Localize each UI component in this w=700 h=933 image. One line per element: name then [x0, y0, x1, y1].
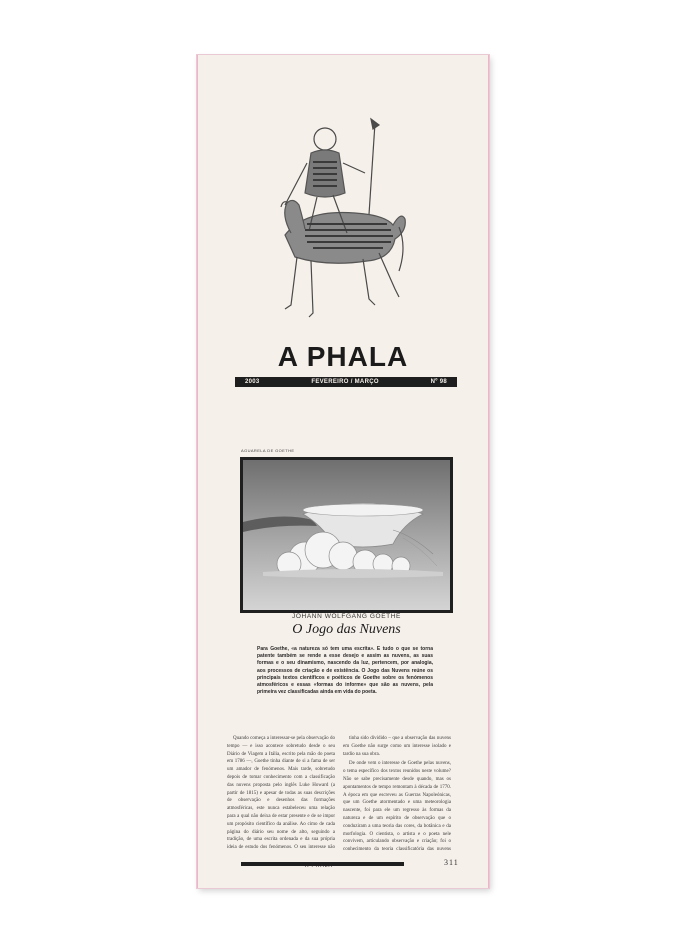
- masthead-title: A PHALA: [277, 341, 409, 372]
- article-title: O Jogo das Nuvens: [292, 622, 401, 637]
- body-paragraph: tinha sido dividido – que a observação das nuvens em Goethe não surge como um interesse isolado e tardio na sua obra.: [343, 736, 451, 757]
- image-caption: AGUARELA DE GOETHE: [241, 448, 295, 453]
- cloud-watercolor-icon: [243, 460, 450, 610]
- newsletter-page: [197, 55, 489, 888]
- author-name: JOHANN WOLFGANG GOETHE: [292, 613, 401, 620]
- masthead-period: FEVEREIRO / MARÇO: [311, 379, 379, 385]
- body-column-left: [227, 735, 335, 853]
- masthead-issue: Nº 98: [430, 379, 447, 385]
- page-number: 311: [444, 858, 459, 867]
- masthead-bar: [235, 377, 457, 387]
- footer-label: A PHALA: [305, 863, 333, 869]
- masthead-year: 2003: [245, 379, 260, 385]
- horseman-logo-icon: [267, 115, 407, 345]
- cloud-watercolor: [240, 457, 453, 613]
- body-paragraph: De onde vem o interesse de Goethe pelas nuvens, o tema específico dos textos reunidos neste volume? Não se sabe precisamente desde quando, mas os apontamentos de tempo remontam à década de 1770. A época em que escreveu as Guerras Napoleónicas, que um Goethe atormentado e uma meteorologia nascente, foi para ele um regresso às formas da natureza e de um espírito de observação que o conduziram a uma teoria das cores, da botânica e da morfologia. O cientista, o artista e o poeta nele convivem, articulando observação e criação; foi o conhecimento da teoria classificatória das nuvens: [343, 761, 451, 853]
- intro-paragraph: Para Goethe, «a natureza só tem uma escrita». E tudo o que se torna patente também se rende a esse desejo e assim as nuvens, as suas formas e o seu dinamismo, nascendo da luz, pertencem, por analogia, aos processos de criação e de existência. O Jogo das Nuvens reúne os principais textos científicos e poéticos de Goethe sobre os fenómenos atmosféricos e essas «formas do informe» que são as nuvens, pela primeira vez classificadas ainda em vida do poeta.: [257, 646, 433, 696]
- body-paragraph: Quando começa a interessar-se pela observação do tempo — e isso acontece sobretudo desde o seu Diário de Viagem a Itália, escrito pela mão do poeta em 1786 —, Goethe tinha diante de si a fama de ser um amador de fenómenos. Mais tarde, sobretudo depois de tomar conhecimento com a classificação das nuvens proposta pelo inglês Luke Howard (a partir de 1815) e apesar de todas as suas descrições de observação e desenhos das formações atmosféricas, este nunca estabeleceu uma relação para a qual não deixa de estar presente e de se impor um propósito científico da análise. Ao cimo de cada página do diário seu nome de alto, seguindo a tradição, de uma escrita ordenada e da sua própria ideia de estudo dos fenómenos. O seu interesse não: [227, 736, 335, 851]
- body-column-right: [343, 735, 451, 853]
